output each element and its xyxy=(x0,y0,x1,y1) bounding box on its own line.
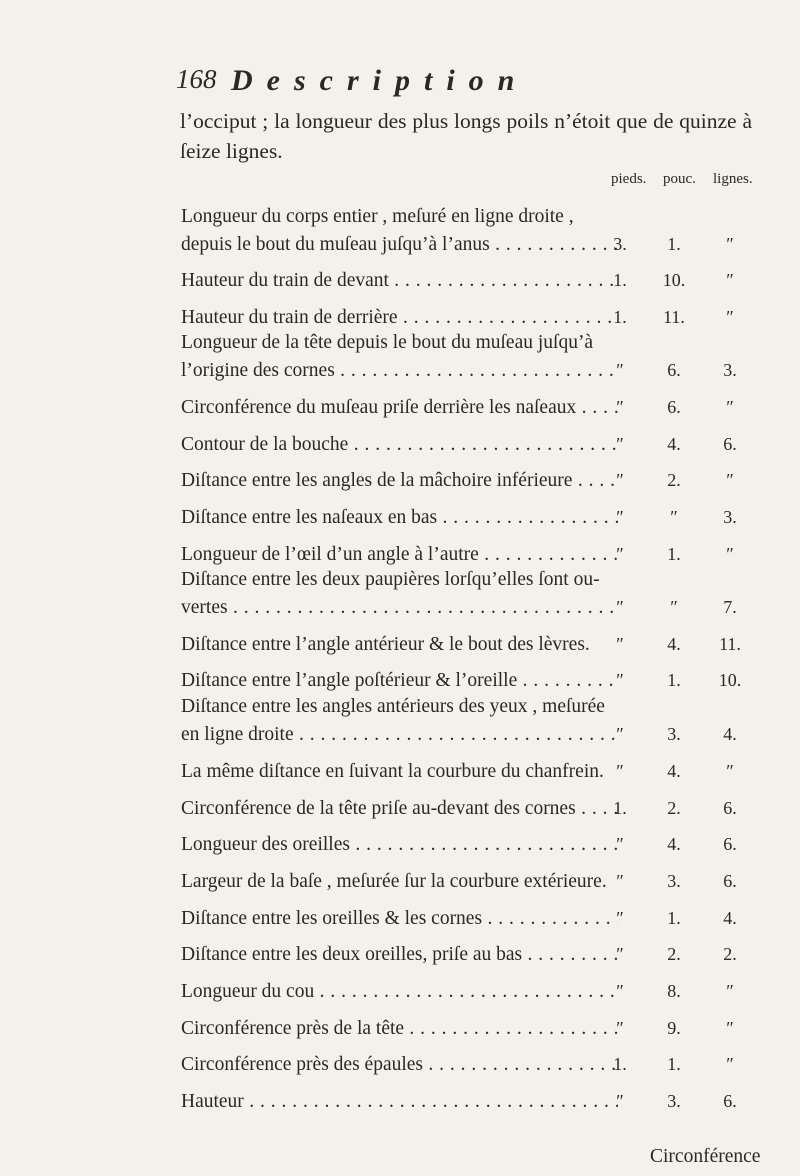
row-label: vertes . . . xyxy=(181,597,618,619)
row-label: Diſtance entre l’angle poſtérieur & l’oreille . . . xyxy=(181,670,618,692)
value-pieds: ″ xyxy=(616,507,624,527)
value-pouces: 1. xyxy=(667,670,681,690)
value-lignes: ″ xyxy=(726,234,734,254)
value-pouces: 1. xyxy=(667,908,681,928)
table-row xyxy=(0,1018,800,1046)
value-pouces: 2. xyxy=(667,944,681,964)
value-lignes: 4. xyxy=(723,908,737,928)
value-pouces: 3. xyxy=(667,1091,681,1111)
value-pouces: 2. xyxy=(667,798,681,818)
value-pieds: ″ xyxy=(616,397,624,417)
value-pieds: ″ xyxy=(616,597,624,617)
table-row xyxy=(0,544,800,572)
value-lignes: ″ xyxy=(726,544,734,564)
table-row xyxy=(0,798,800,826)
value-lignes: 6. xyxy=(723,798,737,818)
row-label: Longueur des oreilles . . . xyxy=(181,834,618,856)
value-lignes: 6. xyxy=(723,434,737,454)
row-label: Hauteur . . . xyxy=(181,1091,618,1113)
value-pieds: ″ xyxy=(616,834,624,854)
row-label: La même diſtance en ſuivant la courbure du chanfrein. xyxy=(181,761,604,782)
value-pieds: 3. xyxy=(613,234,627,254)
row-label: en ligne droite . . . xyxy=(181,724,618,746)
value-lignes: 11. xyxy=(719,634,741,654)
page-header xyxy=(176,64,716,100)
value-pieds: ″ xyxy=(616,1091,624,1111)
row-label: Circonférence du muſeau priſe derrière les naſeaux . . . xyxy=(181,397,618,419)
value-pouces: ″ xyxy=(670,597,678,617)
row-label: depuis le bout du muſeau juſqu’à l’anus . . . xyxy=(181,234,618,256)
table-row xyxy=(0,871,800,899)
value-lignes: ″ xyxy=(726,761,734,781)
row-label: l’origine des cornes . . . xyxy=(181,360,618,382)
table-row xyxy=(0,270,800,298)
value-lignes: 4. xyxy=(723,724,737,744)
table-row xyxy=(0,981,800,1009)
value-lignes: 7. xyxy=(723,597,737,617)
value-lignes: 2. xyxy=(723,944,737,964)
table-row xyxy=(0,1054,800,1082)
value-lignes: 3. xyxy=(723,507,737,527)
value-pouces: 3. xyxy=(667,871,681,891)
value-pieds: ″ xyxy=(616,634,624,654)
value-pieds: ″ xyxy=(616,871,624,891)
row-label: Diſtance entre les naſeaux en bas . . . xyxy=(181,507,618,529)
row-label-line: Longueur de la tête depuis le bout du muſeau juſqu’à xyxy=(181,332,594,353)
row-label-line: Longueur du corps entier , meſuré en ligne droite , xyxy=(181,206,574,227)
value-pieds: ″ xyxy=(616,761,624,781)
value-pieds: 1. xyxy=(613,1054,627,1074)
column-header-lignes: lignes. xyxy=(713,171,753,187)
column-header-pieds: pieds. xyxy=(611,171,647,187)
row-label: Hauteur du train de derrière . . . xyxy=(181,307,618,329)
value-pieds: ″ xyxy=(616,470,624,490)
row-label: Diſtance entre les oreilles & les cornes . . . xyxy=(181,908,618,930)
table-row xyxy=(0,834,800,862)
row-label: Circonférence près de la tête . . . xyxy=(181,1018,618,1040)
row-label: Hauteur du train de devant . . . xyxy=(181,270,618,292)
table-row xyxy=(0,670,800,698)
value-pieds: ″ xyxy=(616,908,624,928)
row-label: Contour de la bouche . . . xyxy=(181,434,618,456)
page-number: 168 xyxy=(176,64,217,94)
table-row xyxy=(0,724,800,752)
table-row xyxy=(0,470,800,498)
table-row xyxy=(0,944,800,972)
value-lignes: ″ xyxy=(726,470,734,490)
running-title: Description xyxy=(231,64,529,97)
value-pieds: 1. xyxy=(613,307,627,327)
value-pouces: 4. xyxy=(667,434,681,454)
row-label-line: Diſtance entre les angles antérieurs des yeux , meſurée xyxy=(181,696,605,717)
value-lignes: ″ xyxy=(726,981,734,1001)
value-lignes: ″ xyxy=(726,397,734,417)
table-row xyxy=(0,507,800,535)
value-lignes: 6. xyxy=(723,834,737,854)
table-row xyxy=(0,360,800,388)
table-row xyxy=(0,397,800,425)
value-pouces: 10. xyxy=(662,270,686,290)
value-lignes: 6. xyxy=(723,1091,737,1111)
column-header-pouces: pouc. xyxy=(663,171,696,187)
value-lignes: ″ xyxy=(726,307,734,327)
value-pieds: ″ xyxy=(616,360,624,380)
row-label: Circonférence près des épaules . . . xyxy=(181,1054,618,1076)
value-pouces: 9. xyxy=(667,1018,681,1038)
value-pouces: 11. xyxy=(663,307,685,327)
row-label: Diſtance entre les deux oreilles, priſe au bas . . . xyxy=(181,944,618,966)
value-pouces: 2. xyxy=(667,470,681,490)
row-label: Largeur de la baſe , meſurée ſur la courbure extérieure. xyxy=(181,871,607,892)
intro-line-2: ſeize lignes. xyxy=(180,139,283,163)
value-pouces: 1. xyxy=(667,234,681,254)
table-row xyxy=(0,761,800,789)
value-pouces: 4. xyxy=(667,834,681,854)
value-pieds: ″ xyxy=(616,944,624,964)
row-label: Diſtance entre l’angle antérieur & le bout des lèvres. xyxy=(181,634,590,655)
table-row xyxy=(0,434,800,462)
table-row xyxy=(0,634,800,662)
row-label: Longueur du cou . . . xyxy=(181,981,618,1003)
value-pouces: 4. xyxy=(667,634,681,654)
table-row xyxy=(0,597,800,625)
value-lignes: 3. xyxy=(723,360,737,380)
value-pieds: ″ xyxy=(616,670,624,690)
value-pouces: 8. xyxy=(667,981,681,1001)
value-pieds: ″ xyxy=(616,1018,624,1038)
value-pieds: ″ xyxy=(616,434,624,454)
value-pouces: 1. xyxy=(667,544,681,564)
value-pieds: 1. xyxy=(613,270,627,290)
value-pouces: 6. xyxy=(667,360,681,380)
row-label-line: Diſtance entre les deux paupières lorſqu’elles ſont ou- xyxy=(181,569,600,590)
table-row xyxy=(0,908,800,936)
row-label: Diſtance entre les angles de la mâchoire inférieure . . . xyxy=(181,470,618,492)
value-pieds: ″ xyxy=(616,544,624,564)
catchword: Circonférence xyxy=(650,1146,761,1167)
table-row xyxy=(0,1091,800,1119)
intro-paragraph xyxy=(180,106,752,166)
value-pouces: 1. xyxy=(667,1054,681,1074)
value-lignes: ″ xyxy=(726,1018,734,1038)
value-pouces: 6. xyxy=(667,397,681,417)
value-lignes: ″ xyxy=(726,1054,734,1074)
value-lignes: 10. xyxy=(718,670,742,690)
table-row xyxy=(0,234,800,262)
value-pouces: 3. xyxy=(667,724,681,744)
value-pouces: 4. xyxy=(667,761,681,781)
value-lignes: ″ xyxy=(726,270,734,290)
table-row xyxy=(0,307,800,335)
value-pieds: ″ xyxy=(616,724,624,744)
value-pieds: ″ xyxy=(616,981,624,1001)
value-pieds: 1. xyxy=(613,798,627,818)
row-label: Circonférence de la tête priſe au-devant des cornes . . . xyxy=(181,798,618,820)
row-label: Longueur de l’œil d’un angle à l’autre . . . xyxy=(181,544,618,566)
intro-line-1: l’occiput ; la longueur des plus longs poils n’étoit que de quinze à xyxy=(180,109,752,133)
value-lignes: 6. xyxy=(723,871,737,891)
value-pouces: ″ xyxy=(670,507,678,527)
